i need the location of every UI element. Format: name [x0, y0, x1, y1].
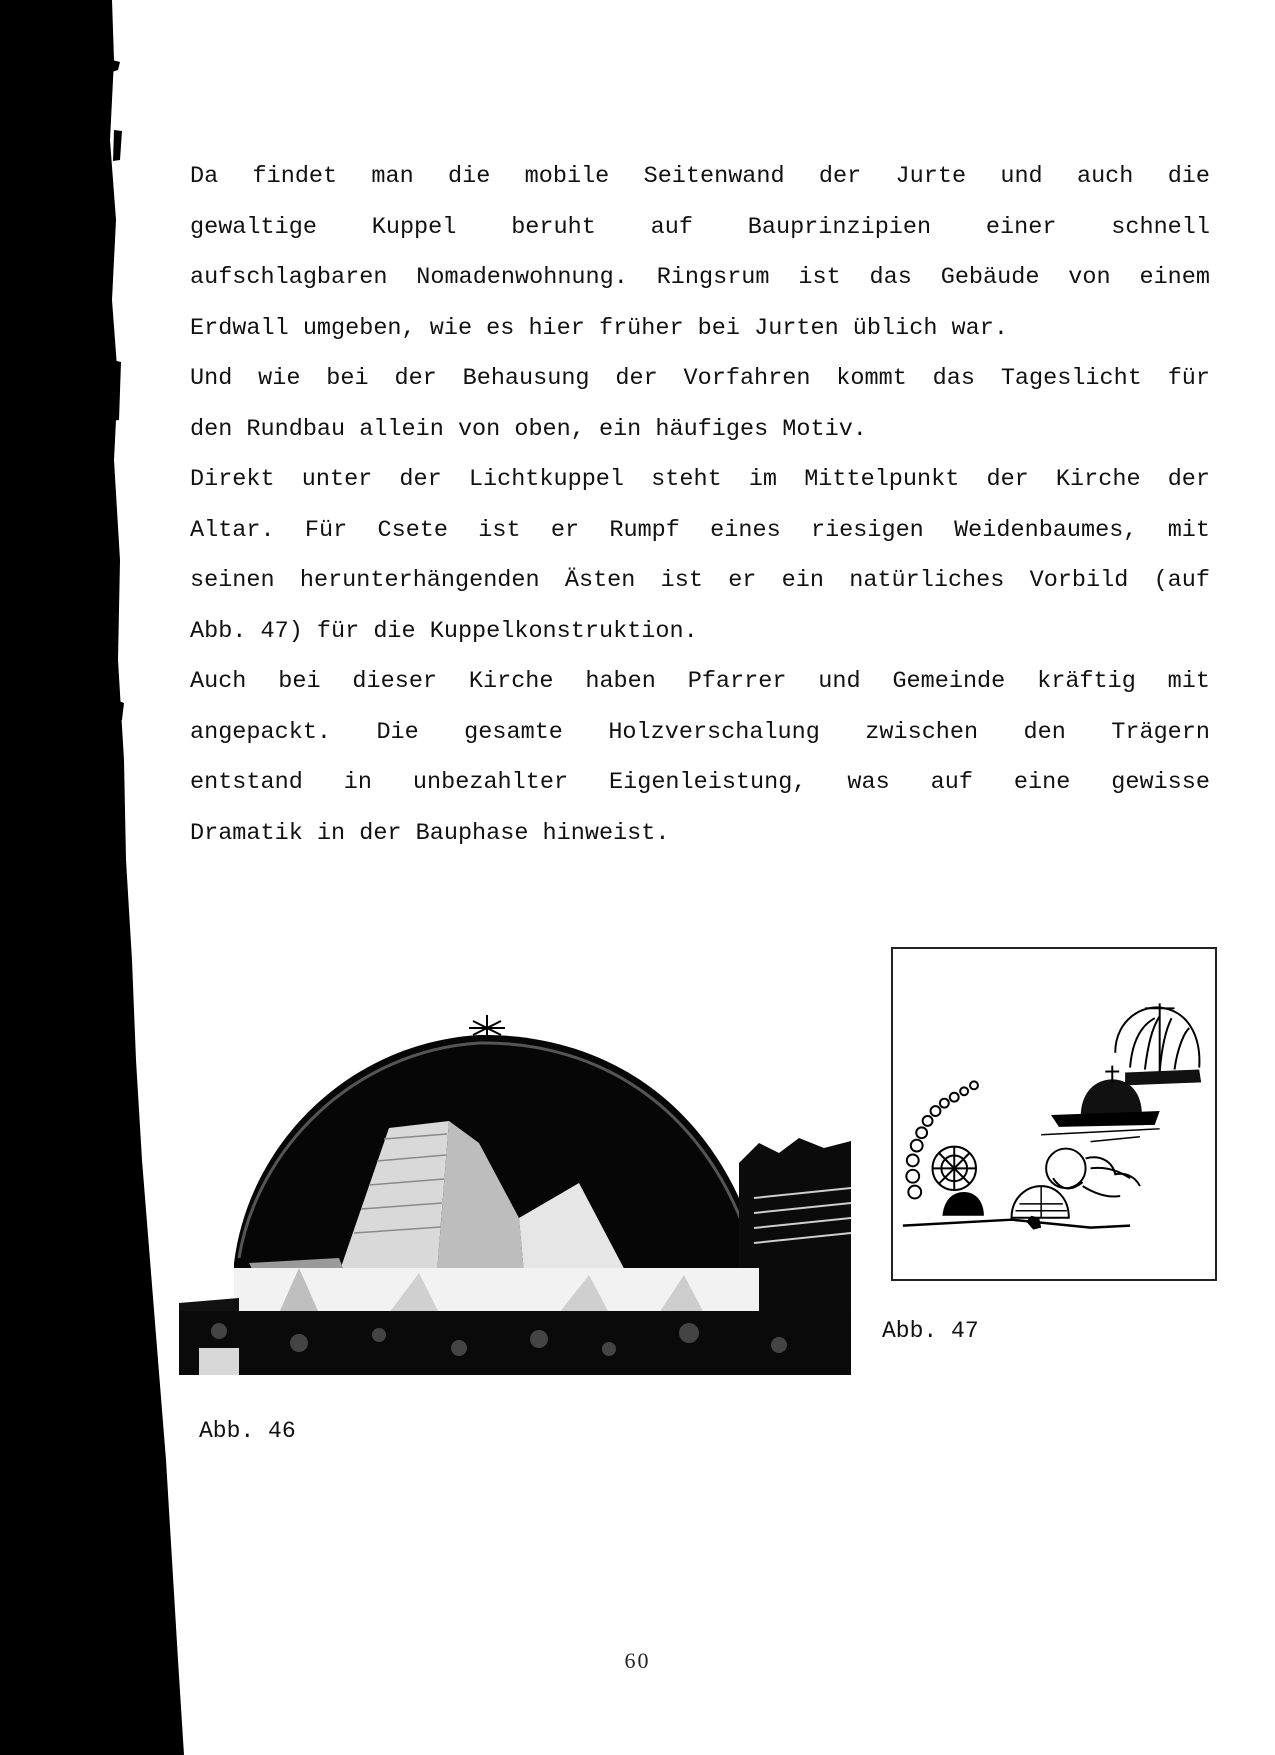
- page-number: 60: [624, 1648, 651, 1673]
- text-line: Erdwall umgeben, wie es hier früher bei Jurten üblich war.: [190, 314, 1008, 342]
- figure-46-caption: Abb. 46: [199, 1418, 296, 1444]
- text-line: Altar. Für Csete ist er Rumpf eines riesigen Weidenbaumes, mit: [190, 516, 1210, 544]
- text-line: den Rundbau allein von oben, ein häufiges Motiv.: [190, 415, 867, 443]
- text-line: Auch bei dieser Kirche haben Pfarrer und Gemeinde kräftig mit: [190, 668, 1210, 695]
- church-dome-photo: [179, 1013, 851, 1375]
- text-line: gewaltige Kuppel beruht auf Bauprinzipien einer schnell: [190, 213, 1210, 241]
- text-line: Direkt unter der Lichtkuppel steht im Mittelpunkt der Kirche der: [190, 466, 1210, 493]
- text-line: Da findet man die mobile Seitenwand der Jurte und auch die: [190, 163, 1210, 190]
- text-line: Abb. 47) für die Kuppelkonstruktion.: [190, 617, 698, 645]
- text-line: seinen herunterhängenden Ästen ist er ein natürliches Vorbild (auf: [190, 567, 1210, 594]
- text-line: angepackt. Die gesamte Holzverschalung zwischen den Trägern: [190, 718, 1210, 746]
- body-text: [190, 152, 1210, 859]
- text-line: entstand in unbezahlter Eigenleistung, was auf eine gewisse: [190, 769, 1210, 796]
- figure-47-caption: Abb. 47: [882, 1318, 979, 1344]
- text-line: aufschlagbaren Nomadenwohnung. Ringsrum ist das Gebäude von einem: [190, 264, 1210, 291]
- scan-binding-edge: [0, 0, 190, 1755]
- text-line: Und wie bei der Behausung der Vorfahren kommt das Tageslicht für: [190, 365, 1210, 392]
- weeping-willow-sketch: [891, 947, 1217, 1281]
- text-line: Dramatik in der Bauphase hinweist.: [190, 819, 670, 847]
